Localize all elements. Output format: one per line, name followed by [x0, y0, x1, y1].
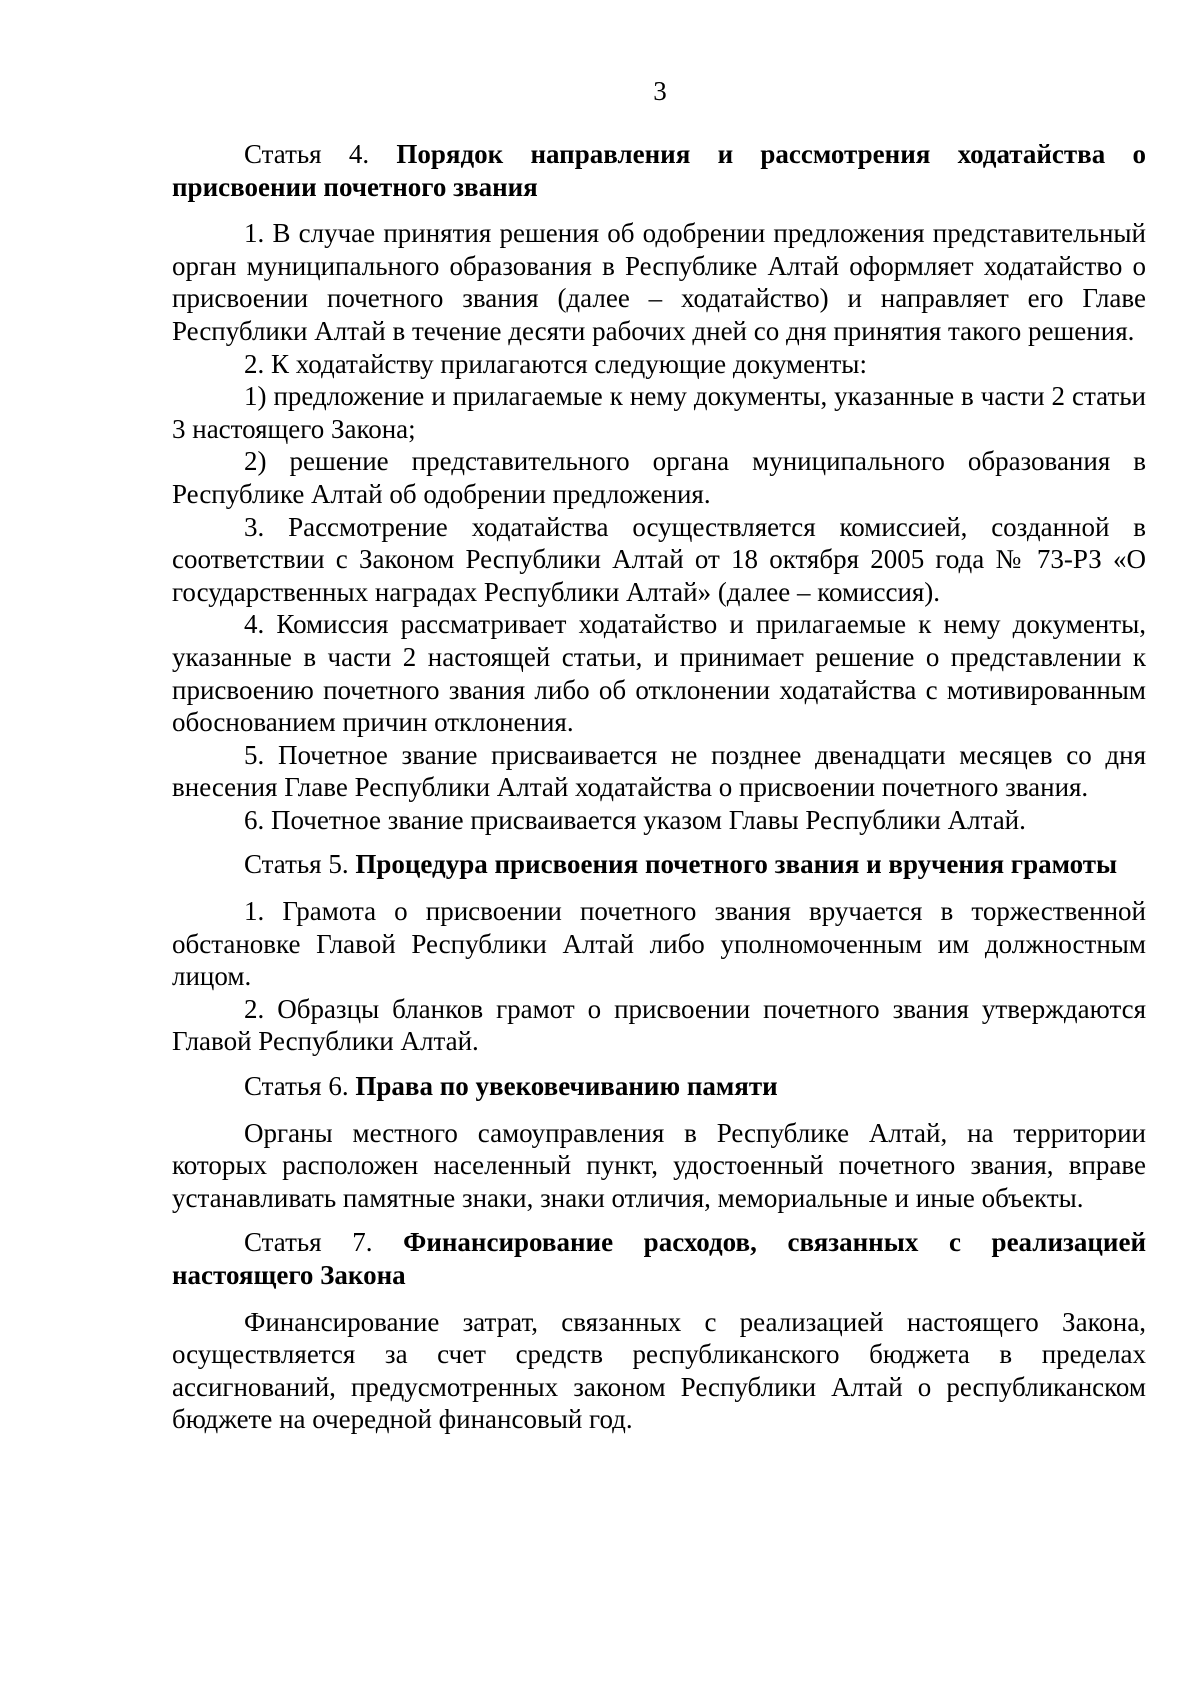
article-5-paragraph-2: 2. Образцы бланков грамот о присвоении почетного звания утверждаются Главой Республики Алтай. — [172, 993, 1146, 1057]
article-5-paragraph-1: 1. Грамота о присвоении почетного звания вручается в торжественной обстановке Главой Республики Алтай либо уполномоченным им должностным лицом. — [172, 896, 1146, 992]
article-4-paragraph-1: 1. В случае принятия решения об одобрении предложения представительный орган муниципального образования в Республике Алтай оформляет ходатайство о присвоении почетного звания (далее – ходатайство) и направляет его Главе Республики Алтай в течение десяти рабочих дней со дня принятия такого решения. — [172, 218, 1146, 346]
document-body — [172, 138, 1146, 1436]
article-4-paragraph-4: 2) решение представительного органа муниципального образования в Республике Алтай об одобрении предложения. — [172, 446, 1146, 509]
article-4-paragraph-7: 5. Почетное звание присваивается не позднее двенадцати месяцев со дня внесения Главе Республики Алтай ходатайства о присвоении почетного звания. — [172, 739, 1146, 803]
article-4-paragraph-6: 4. Комиссия рассматривает ходатайство и прилагаемые к нему документы, указанные в части 2 настоящей статьи, и принимает решение о представлении к присвоению почетного звания либо об отклонении ходатайства с мотивированным обоснованием причин отклонения. — [172, 609, 1146, 738]
page-number: 3 — [653, 76, 667, 106]
article-7-paragraph-1: Финансирование затрат, связанных с реализацией настоящего Закона, осуществляется за счет средств республиканского бюджета в пределах ассигнований, предусмотренных законом Республики Алтай о республиканском бюджете на очередной финансовый год. — [172, 1306, 1146, 1435]
article-6-paragraph-1: Органы местного самоуправления в Республике Алтай, на территории которых расположен населенный пункт, удостоенный почетного звания, вправе устанавливать памятные знаки, знаки отличия, мемориальные и иные объекты. — [172, 1117, 1146, 1213]
article-7-title: Финансирование расходов, связанных с реализацией настоящего Закона — [172, 1227, 1147, 1290]
article-4-paragraph-3: 1) предложение и прилагаемые к нему документы, указанные в части 2 статьи 3 настоящего Закона; — [172, 381, 1146, 444]
article-4-paragraph-2: 2. К ходатайству прилагаются следующие документы: — [244, 348, 867, 379]
article-7-label: Статья 7. — [244, 1227, 373, 1258]
article-6-title: Права по увековечиванию памяти — [355, 1071, 778, 1102]
article-5-heading — [172, 848, 1146, 881]
article-7-heading — [172, 1226, 1146, 1291]
article-6-heading — [172, 1070, 1146, 1103]
article-4-paragraph-5: 3. Рассмотрение ходатайства осуществляется комиссией, созданной в соответствии с Законом Республики Алтай от 18 октября 2005 года № 73-РЗ «О государственных наградах Республики Алтай» (далее – комиссия). — [172, 511, 1146, 607]
article-4-paragraph-8: 6. Почетное звание присваивается указом Главы Республики Алтай. — [244, 804, 1026, 835]
article-4-label: Статья 4. — [244, 139, 370, 169]
article-6-label: Статья 6. — [244, 1071, 349, 1102]
article-5-label: Статья 5. — [244, 849, 349, 880]
article-4-title: Порядок направления и рассмотрения ходатайства о присвоении почетного звания — [172, 139, 1147, 202]
article-4-heading — [172, 138, 1146, 203]
article-5-title: Процедура присвоения почетного звания и вручения грамоты — [355, 849, 1118, 880]
